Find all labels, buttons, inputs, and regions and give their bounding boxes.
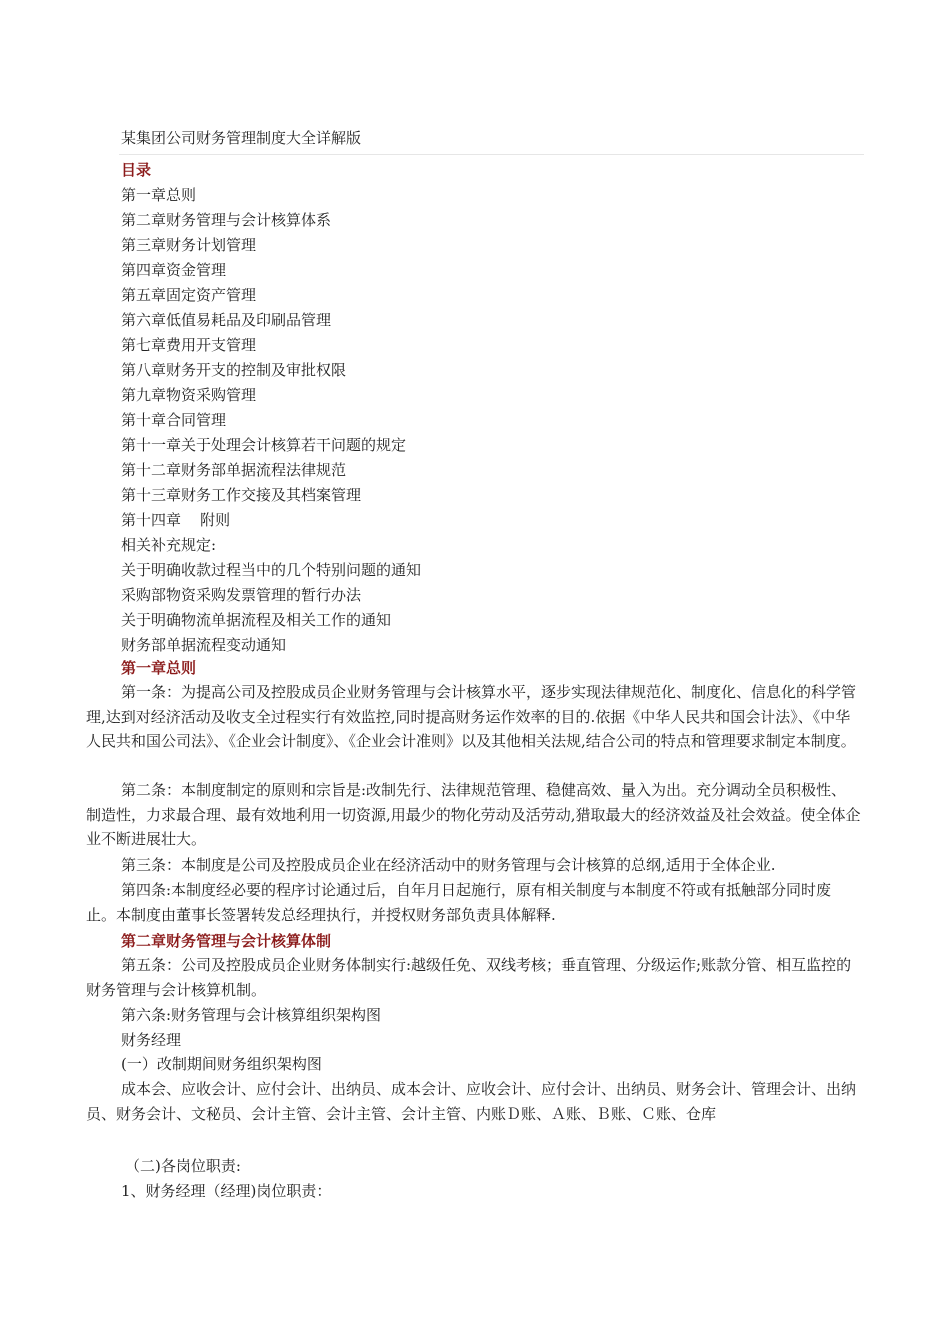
title-divider	[119, 154, 864, 155]
toc-item[interactable]: 第十一章关于处理会计核算若干问题的规定	[121, 436, 407, 454]
article-5: 第五条：公司及控股成员企业财务体制实行:越级任免、双线考核；垂直管理、分级运作;账款分管、相互监控的财务管理与会计核算机制。	[86, 956, 852, 999]
toc-item[interactable]: 第八章财务开支的控制及审批权限	[121, 361, 347, 379]
duties-heading: （二)各岗位职责:	[125, 1157, 241, 1175]
toc-item[interactable]: 第十三章财务工作交接及其档案管理	[121, 486, 362, 504]
toc-item[interactable]: 第一章总则	[121, 186, 197, 204]
article-1: 第一条：为提高公司及控股成员企业财务管理与会计核算水平，逐步实现法律规范化、制度化、信息化的科学管理,达到对经济活动及收支全过程实行有效监控,同时提高财务运作效率的目的.依据《中华人民共和国会计法》、《中华人民共和国公司法》、《企业会计制度》、《企业会计准则》以及其他相关法规,结合公司的特点和管理要求制定本制度。	[86, 683, 857, 750]
article-3: 第三条：本制度是公司及控股成员企业在经济活动中的财务管理与会计核算的总纲,适用于全体企业.	[121, 856, 776, 874]
toc-item[interactable]: 第六章低值易耗品及印刷品管理	[121, 311, 332, 329]
toc-item: 相关补充规定:	[121, 536, 217, 554]
document-title: 某集团公司财务管理制度大全详解版	[121, 129, 362, 147]
article-2: 第二条：本制度制定的原则和宗旨是:改制先行、法律规范管理、稳健高效、量入为出。充分调动全员积极性、制造性，力求最合理、最有效地利用一切资源,用最少的物化劳动及活劳动,猎取最大的经济效益及社会效益。使全体企业不断进展壮大。	[86, 781, 861, 848]
org-chart-manager: 财务经理	[121, 1031, 182, 1049]
toc-item[interactable]: 关于明确物流单据流程及相关工作的通知	[121, 611, 392, 629]
table-of-contents	[121, 183, 421, 658]
chapter-1-heading: 第一章总则	[121, 659, 197, 677]
toc-item[interactable]: 第三章财务计划管理	[121, 236, 257, 254]
toc-item[interactable]: 第十四章 附则	[121, 511, 231, 529]
toc-heading: 目录	[121, 161, 152, 179]
duty-item-1: 1、财务经理（经理)岗位职责：	[121, 1182, 332, 1200]
toc-item[interactable]: 关于明确收款过程当中的几个特别问题的通知	[121, 561, 422, 579]
toc-item[interactable]: 第十章合同管理	[121, 411, 227, 429]
toc-item[interactable]: 第七章费用开支管理	[121, 336, 257, 354]
org-chart-subtitle: (一）改制期间财务组织架构图	[121, 1055, 322, 1073]
toc-item[interactable]: 第十二章财务部单据流程法律规范	[121, 461, 347, 479]
toc-item[interactable]: 第九章物资采购管理	[121, 386, 257, 404]
org-chart-roles: 成本会、应收会计、应付会计、出纳员、成本会计、应收会计、应付会计、出纳员、财务会计、管理会计、出纳员、财务会计、文秘员、会计主管、会计主管、会计主管、内账Ｄ账、Ａ账、Ｂ账、Ｃ账、仓库	[86, 1080, 857, 1123]
toc-item[interactable]: 采购部物资采购发票管理的暂行办法	[121, 586, 362, 604]
article-6: 第六条:财务管理与会计核算组织架构图	[121, 1006, 382, 1024]
chapter-2-heading: 第二章财务管理与会计核算体制	[121, 932, 332, 950]
toc-item[interactable]: 第五章固定资产管理	[121, 286, 257, 304]
toc-item[interactable]: 第四章资金管理	[121, 261, 227, 279]
article-4: 第四条:本制度经必要的程序讨论通过后，自年月日起施行，原有相关制度与本制度不符或有抵触部分同时废止。本制度由董事长签署转发总经理执行，并授权财务部负责具体解释.	[86, 881, 832, 924]
toc-item[interactable]: 财务部单据流程变动通知	[121, 636, 287, 654]
toc-item[interactable]: 第二章财务管理与会计核算体系	[121, 211, 332, 229]
